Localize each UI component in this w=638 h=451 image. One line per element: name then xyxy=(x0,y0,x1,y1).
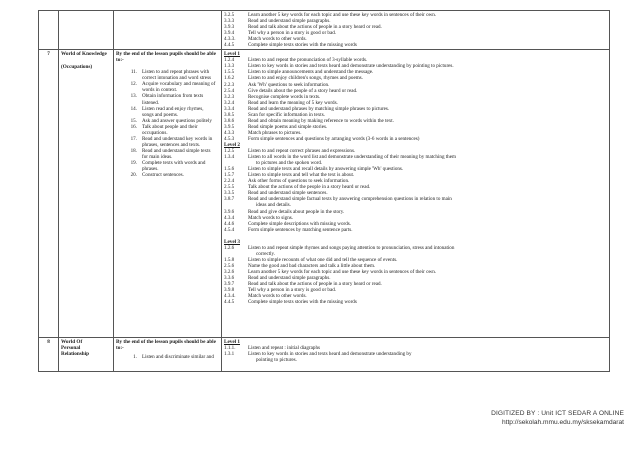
standard-text: Complete simple texts stories with the missing words xyxy=(248,42,357,49)
standard-text: Ask 'Wh' questions to seek information. xyxy=(248,81,330,88)
outcome-number: 16. xyxy=(130,123,137,130)
standard-code: 3.3.4 xyxy=(224,105,235,112)
learning-outcome xyxy=(116,160,219,172)
learning-outcome xyxy=(116,148,219,160)
standard-code: 1.3.3 xyxy=(224,63,235,70)
theme-title-line: World Of xyxy=(61,339,83,346)
standard-code: 1.5.7 xyxy=(224,172,235,179)
standard-text: ideas and details. xyxy=(256,202,291,209)
standard-text: Match words to other words. xyxy=(248,36,307,43)
standard-text: correctly. xyxy=(256,250,276,257)
outcome-text: Construct sentences. xyxy=(142,172,184,179)
table-row-unit-7 xyxy=(39,50,610,338)
standard-code: 2.5.6 xyxy=(224,262,235,269)
standard-text: Read and learn the meaning of 5 key words. xyxy=(248,99,338,106)
outcome-text: Read and understand key words in phrases, sentences and texts. xyxy=(142,135,213,148)
standard-code: 3.9.6 xyxy=(224,208,235,215)
standard-text: Complete simple texts stories with the missing words xyxy=(248,299,357,306)
level-3-standards xyxy=(224,245,607,305)
standard-text: Talk about the actions of the people in a story heard or read. xyxy=(248,184,371,191)
level-1-standards xyxy=(224,345,607,363)
standard-text: Read and talk about the actions of people in a story heard or read. xyxy=(248,24,382,31)
standard-text: Listen to and enjoy children's songs, rhymes and poems. xyxy=(248,75,363,82)
standard-item xyxy=(224,42,607,48)
theme-title xyxy=(59,338,113,358)
standard-code: 4.5.4 xyxy=(224,226,235,233)
outcome-number: 12. xyxy=(130,81,137,88)
standard-code: 1.1.1. xyxy=(224,345,236,352)
theme-title-line: Personal xyxy=(61,345,81,352)
standard-item xyxy=(224,299,607,305)
standard-text: Complete simple descriptions with missing words. xyxy=(248,220,352,227)
standard-text: Form simple sentences by matching sentence parts. xyxy=(248,226,353,233)
standard-code: 1.5.8 xyxy=(224,256,235,263)
standard-text: Recognise complete words in texts. xyxy=(248,93,321,100)
outcome-text: Talk about people and their occupations. xyxy=(142,123,198,136)
standard-code: 2.2.3 xyxy=(224,81,235,88)
outcome-text: Complete texts with words and phrases. xyxy=(142,159,206,173)
outcome-text: Acquire vocabulary and meaning of words in context. xyxy=(142,81,216,94)
level-2-heading: Level 2 xyxy=(224,141,240,148)
standards-list-continued xyxy=(222,11,609,49)
level-1-heading: Level 1 xyxy=(224,51,240,58)
standard-text: Give details about the people of a story heard or read. xyxy=(248,87,358,94)
standard-text: Read and obtain meaning by making reference to words within the text. xyxy=(248,117,394,124)
standard-code: 1.5.5 xyxy=(224,69,235,76)
standard-code: 4.4.5 xyxy=(224,42,235,49)
standard-text: Listen to key words in stories and texts heard and demonstrate understanding by pointing to pictures. xyxy=(248,63,454,70)
level-3-heading: Level 3 xyxy=(224,238,240,245)
standard-code: 1.2.4 xyxy=(224,57,235,64)
standard-text: Read and give details about people in the story. xyxy=(248,208,345,215)
standard-code: 4.3.3. xyxy=(224,36,236,43)
standard-text: Read and understand simple factual texts by answering comprehension questions in relation to main xyxy=(248,196,452,203)
standard-text: to pictures and the spoken word. xyxy=(256,160,323,167)
theme-title-line: Relationship xyxy=(61,351,89,358)
standard-code: 1.6.2 xyxy=(224,75,235,82)
level-1-heading: Level 1 xyxy=(224,339,240,346)
standard-code: 3.3.3 xyxy=(224,18,235,25)
standard-code: 4.4.5 xyxy=(224,299,235,306)
outcome-number: 19. xyxy=(130,159,137,166)
standard-text: Read and understand simple paragraphs. xyxy=(248,274,331,281)
standard-text: Match words to signs. xyxy=(248,214,293,221)
standard-text: Listen to simple recounts of what one did and tell the sequence of events. xyxy=(248,256,398,263)
outcome-text: Listen to and repeat phrases with correct intonation and word stress xyxy=(142,69,212,82)
standard-code: 3.9.5 xyxy=(224,123,235,130)
standard-text: Learn another 5 key words for each topic and use these key words in sentences of their own. xyxy=(248,12,437,18)
standard-code: 1.3.1 xyxy=(224,351,235,358)
standard-code xyxy=(224,357,248,363)
standard-code: 3.9.8 xyxy=(224,287,235,294)
standard-code: 3.8.5 xyxy=(224,111,235,118)
learning-outcome xyxy=(116,136,219,148)
standard-text: Read and talk about the actions of people in a story heard or read. xyxy=(248,281,382,288)
standard-text: Listen and repeat : initial diagraphs xyxy=(248,345,320,352)
standard-code: 3.3.6 xyxy=(224,274,235,281)
learning-outcome xyxy=(116,172,219,178)
standard-text: Learn another 5 key words for each topic and use these key words in sentences of their own. xyxy=(248,268,437,275)
learning-outcome: 1. Listen and discriminate similar and xyxy=(133,354,214,361)
outcome-text: Listen read and enjoy rhymes, songs and poems. xyxy=(142,105,204,118)
standard-text: Listen to simple texts and recall details by answering simple 'Wh' questions. xyxy=(248,166,404,173)
standard-code: 3.2.3 xyxy=(224,93,235,100)
learning-outcomes-list xyxy=(116,69,219,178)
topic-title: (Occupations) xyxy=(61,64,93,71)
standard-item xyxy=(224,227,607,233)
standard-code: 3.8.7 xyxy=(224,196,235,203)
standard-text: Tell why a person in a story is good or bad. xyxy=(248,30,337,37)
theme-title: World of Knowledge xyxy=(61,51,107,58)
learning-outcome xyxy=(116,69,219,81)
learning-outcome xyxy=(116,81,219,93)
standard-code: 3.9.3 xyxy=(224,24,235,31)
standard-code: 2.5.4 xyxy=(224,87,235,94)
standard-text: Listen to simple announcements and understand the message. xyxy=(248,69,374,76)
standard-text: Match phrases to pictures. xyxy=(248,129,302,136)
standard-text: Match words to other words. xyxy=(248,293,307,300)
digitized-footer xyxy=(491,409,624,427)
table-row-continuation xyxy=(39,11,610,50)
standard-text: Listen to and repeat the pronunciation of 3-syllable words. xyxy=(248,57,368,64)
standard-code: 2.2.4 xyxy=(224,178,235,185)
standard-text: Tell why a person in a story is good or bad. xyxy=(248,287,337,294)
outcome-number: 20. xyxy=(130,172,137,179)
standard-code: 4.3.4 xyxy=(224,214,235,221)
standard-text: Read and understand simple sentences. xyxy=(248,190,328,197)
standard-text: Listen to simple texts and tell what the text is about. xyxy=(248,172,355,179)
standard-code: 3.9.4 xyxy=(224,30,235,37)
outcome-number: 13. xyxy=(130,93,137,100)
standard-text: Read simple poems and simple stories. xyxy=(248,123,328,130)
standard-code: 4.5.3 xyxy=(224,135,235,142)
standard-text: Scan for specific information in texts. xyxy=(248,111,325,118)
standard-text: Name the good and bad characters and talk a little about them. xyxy=(248,262,376,269)
level-2-standards xyxy=(224,148,607,233)
scheme-of-work-table xyxy=(38,10,610,372)
source-url: http://sekolah.mmu.edu.my/sksekamdarat xyxy=(501,419,624,426)
standard-code: 4.4.6 xyxy=(224,220,235,227)
level-1-standards xyxy=(224,57,607,142)
standard-code: 1.5.6 xyxy=(224,166,235,173)
standard-code: 3.2.4 xyxy=(224,99,235,106)
standard-code: 1.2.6 xyxy=(224,244,235,251)
outcome-heading: By the end of the lesson pupils should be able to:- xyxy=(116,51,216,64)
outcome-number: 15. xyxy=(130,117,137,124)
learning-outcome xyxy=(116,124,219,136)
outcome-number: 18. xyxy=(130,147,137,154)
standard-code: 3.8.6 xyxy=(224,117,235,124)
outcome-text: Read and understand simple texts for main ideas. xyxy=(142,147,211,160)
standard-text: Listen to and repeat correct phrases and expressions. xyxy=(248,148,356,155)
standard-code: 3.3.5 xyxy=(224,190,235,197)
standard-code: 1.2.5 xyxy=(224,148,235,155)
unit-number: 7 xyxy=(47,51,50,58)
learning-outcome xyxy=(116,106,219,118)
standard-code: 1.3.4 xyxy=(224,154,235,161)
standard-text: pointing to pictures. xyxy=(256,357,297,364)
standard-text: Listen to all words in the word list and demonstrate understanding of their meaning by matching them xyxy=(248,154,456,161)
standard-text: Listen to and repeat simple rhymes and songs paying attention to pronunciation, stress and intonation xyxy=(248,244,455,251)
standard-code: 3.2.5 xyxy=(224,12,235,18)
unit-number: 8 xyxy=(47,339,50,346)
standard-item xyxy=(224,357,607,363)
learning-outcome xyxy=(116,93,219,105)
outcome-heading: By the end of the lesson pupils should be able to:- xyxy=(116,339,216,352)
outcome-number: 17. xyxy=(130,135,137,142)
standard-text: Read and understand simple paragraphs. xyxy=(248,18,331,25)
standard-item xyxy=(224,136,607,142)
table-row-unit-8 xyxy=(39,338,610,372)
standard-text: Read and understand phrases by matching simple phrases to pictures. xyxy=(248,105,390,112)
outcome-number: 11. xyxy=(130,69,137,76)
outcome-number: 14. xyxy=(130,105,137,112)
standard-code: 4.3.3 xyxy=(224,129,235,136)
standard-code: 3.2.6 xyxy=(224,268,235,275)
standard-text: Ask other forms of questions to seek information. xyxy=(248,178,350,185)
digitized-credit: DIGITIZED BY : Unit ICT SEDAR A ONLINE xyxy=(491,410,624,417)
standard-text: Form simple sentences and questions by arranging words (3-6 words in a sentences) xyxy=(248,135,420,142)
standard-code: 2.5.5 xyxy=(224,184,235,191)
standard-code: 3.9.7 xyxy=(224,281,235,288)
standard-text: Listen to key words in stories and texts heard and demonstrate understanding by xyxy=(248,351,412,358)
standard-code: 4.3.4. xyxy=(224,293,236,300)
outcome-text: Obtain information from texts listened. xyxy=(142,93,204,106)
outcome-text: Ask and answer questions politely xyxy=(142,117,212,124)
